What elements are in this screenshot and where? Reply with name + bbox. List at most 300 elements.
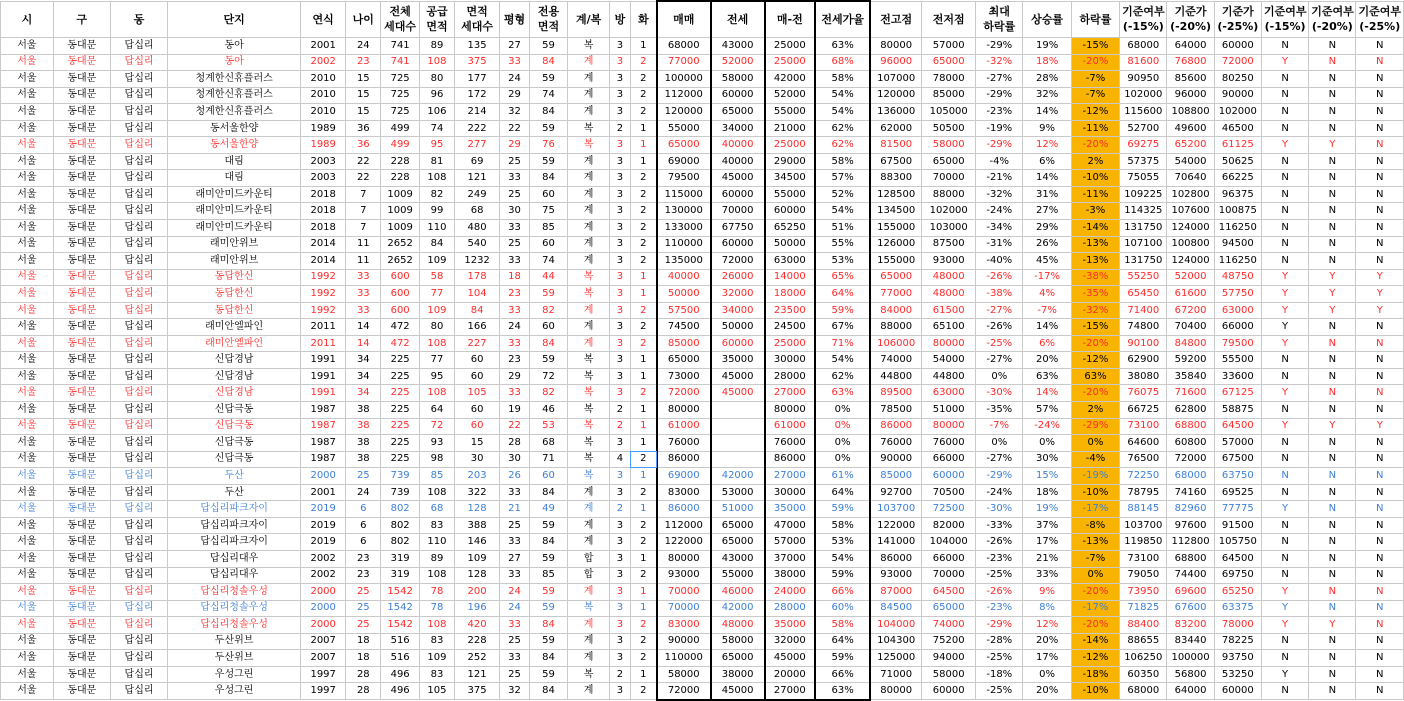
cell-area-households[interactable]: 128 xyxy=(455,567,500,584)
cell-prev-low[interactable]: 50500 xyxy=(922,120,976,137)
cell-exclusive-area[interactable]: 72 xyxy=(529,368,567,385)
cell-complex[interactable]: 동답한신 xyxy=(168,286,301,303)
cell-exclusive-area[interactable]: 85 xyxy=(529,220,567,237)
header-base-price-15[interactable] xyxy=(1120,1,1167,38)
cell-rise-rate[interactable]: 63% xyxy=(1023,368,1071,385)
cell-base-price-20[interactable]: 84800 xyxy=(1167,335,1214,352)
cell-meets-15[interactable]: Y xyxy=(1261,286,1308,303)
cell-pyeong[interactable]: 22 xyxy=(500,418,530,435)
cell-baths[interactable]: 2 xyxy=(630,71,656,88)
cell-dong[interactable]: 답십리 xyxy=(110,71,167,88)
table-row[interactable] xyxy=(1,137,1404,154)
cell-stair-corridor[interactable]: 계 xyxy=(568,617,610,634)
cell-built-year[interactable]: 2018 xyxy=(301,203,346,220)
cell-max-drop-rate[interactable]: -23% xyxy=(976,104,1023,121)
cell-prev-low[interactable]: 57000 xyxy=(922,38,976,55)
cell-stair-corridor[interactable]: 복 xyxy=(568,38,610,55)
cell-base-price-20[interactable]: 52000 xyxy=(1167,269,1214,286)
cell-jeonse-price[interactable]: 65000 xyxy=(711,534,765,551)
cell-meets-20[interactable]: N xyxy=(1309,368,1356,385)
cell-max-drop-rate[interactable]: -26% xyxy=(976,534,1023,551)
cell-base-price-25[interactable]: 102000 xyxy=(1214,104,1261,121)
cell-prev-high[interactable]: 120000 xyxy=(870,87,922,104)
cell-stair-corridor[interactable]: 복 xyxy=(568,286,610,303)
cell-rise-rate[interactable]: 9% xyxy=(1023,584,1071,601)
cell-stair-corridor[interactable]: 계 xyxy=(568,153,610,170)
cell-jeonse-ratio[interactable]: 63% xyxy=(815,385,870,402)
cell-prev-high[interactable]: 104300 xyxy=(870,633,922,650)
cell-dong[interactable]: 답십리 xyxy=(110,534,167,551)
cell-base-price-25[interactable]: 33600 xyxy=(1214,368,1261,385)
cell-total-households[interactable]: 225 xyxy=(381,352,419,369)
cell-jeonse-ratio[interactable]: 68% xyxy=(815,54,870,71)
cell-base-price-25[interactable]: 116250 xyxy=(1214,220,1261,237)
cell-meets-15[interactable]: N xyxy=(1261,153,1308,170)
cell-stair-corridor[interactable]: 계 xyxy=(568,683,610,700)
cell-baths[interactable]: 1 xyxy=(630,501,656,518)
cell-stair-corridor[interactable]: 계 xyxy=(568,170,610,187)
cell-area-households[interactable]: 177 xyxy=(455,71,500,88)
cell-sale-minus-jeonse[interactable]: 35000 xyxy=(765,501,816,518)
cell-rooms[interactable]: 2 xyxy=(610,120,631,137)
cell-gu[interactable]: 동대문 xyxy=(53,435,110,452)
cell-base-price-25[interactable]: 48750 xyxy=(1214,269,1261,286)
cell-prev-high[interactable]: 80000 xyxy=(870,38,922,55)
cell-meets-25[interactable]: N xyxy=(1356,54,1404,71)
cell-meets-25[interactable]: N xyxy=(1356,236,1404,253)
cell-gu[interactable]: 동대문 xyxy=(53,352,110,369)
cell-gu[interactable]: 동대문 xyxy=(53,54,110,71)
cell-meets-20[interactable]: Y xyxy=(1309,617,1356,634)
cell-rise-rate[interactable]: 14% xyxy=(1023,104,1071,121)
cell-drop-rate[interactable]: -17% xyxy=(1071,600,1119,617)
cell-sale-minus-jeonse[interactable]: 86000 xyxy=(765,451,816,468)
cell-exclusive-area[interactable]: 82 xyxy=(529,385,567,402)
cell-total-households[interactable]: 225 xyxy=(381,451,419,468)
cell-base-price-25[interactable]: 46500 xyxy=(1214,120,1261,137)
cell-gu[interactable]: 동대문 xyxy=(53,666,110,683)
cell-dong[interactable]: 답십리 xyxy=(110,633,167,650)
cell-base-price-20[interactable]: 67600 xyxy=(1167,600,1214,617)
cell-meets-15[interactable]: Y xyxy=(1261,335,1308,352)
cell-gu[interactable]: 동대문 xyxy=(53,104,110,121)
cell-supply-area[interactable]: 99 xyxy=(419,203,454,220)
cell-rooms[interactable]: 3 xyxy=(610,302,631,319)
cell-age[interactable]: 25 xyxy=(346,584,381,601)
cell-dong[interactable]: 답십리 xyxy=(110,220,167,237)
cell-dong[interactable]: 답십리 xyxy=(110,468,167,485)
cell-si[interactable]: 서울 xyxy=(1,385,54,402)
cell-rise-rate[interactable]: 4% xyxy=(1023,286,1071,303)
cell-sale-minus-jeonse[interactable]: 23500 xyxy=(765,302,816,319)
cell-base-price-25[interactable]: 69525 xyxy=(1214,484,1261,501)
cell-stair-corridor[interactable]: 계 xyxy=(568,584,610,601)
cell-rise-rate[interactable]: 18% xyxy=(1023,54,1071,71)
cell-si[interactable]: 서울 xyxy=(1,170,54,187)
cell-gu[interactable]: 동대문 xyxy=(53,385,110,402)
cell-rooms[interactable]: 3 xyxy=(610,335,631,352)
cell-complex[interactable]: 신답극동 xyxy=(168,435,301,452)
cell-complex[interactable]: 답십리대우 xyxy=(168,567,301,584)
cell-jeonse-price[interactable]: 43000 xyxy=(711,38,765,55)
cell-meets-15[interactable]: N xyxy=(1261,186,1308,203)
cell-meets-20[interactable]: N xyxy=(1309,517,1356,534)
cell-rooms[interactable]: 3 xyxy=(610,368,631,385)
cell-jeonse-price[interactable]: 38000 xyxy=(711,666,765,683)
cell-supply-area[interactable]: 77 xyxy=(419,286,454,303)
cell-supply-area[interactable]: 89 xyxy=(419,38,454,55)
cell-baths[interactable]: 1 xyxy=(630,435,656,452)
cell-built-year[interactable]: 2018 xyxy=(301,186,346,203)
cell-supply-area[interactable]: 93 xyxy=(419,435,454,452)
cell-rooms[interactable]: 3 xyxy=(610,484,631,501)
cell-dong[interactable]: 답십리 xyxy=(110,153,167,170)
header-total-households[interactable] xyxy=(381,1,419,38)
cell-prev-low[interactable]: 102000 xyxy=(922,203,976,220)
cell-exclusive-area[interactable]: 59 xyxy=(529,153,567,170)
header-jeonse-price[interactable] xyxy=(711,1,765,38)
cell-exclusive-area[interactable]: 59 xyxy=(529,286,567,303)
cell-baths[interactable]: 2 xyxy=(630,335,656,352)
table-row[interactable] xyxy=(1,170,1404,187)
cell-built-year[interactable]: 1991 xyxy=(301,368,346,385)
cell-rise-rate[interactable]: 33% xyxy=(1023,567,1071,584)
cell-meets-20[interactable]: N xyxy=(1309,666,1356,683)
cell-jeonse-price[interactable]: 65000 xyxy=(711,104,765,121)
cell-max-drop-rate[interactable]: -27% xyxy=(976,352,1023,369)
cell-rooms[interactable]: 3 xyxy=(610,468,631,485)
cell-meets-20[interactable]: N xyxy=(1309,220,1356,237)
cell-prev-high[interactable]: 81500 xyxy=(870,137,922,154)
cell-meets-15[interactable]: Y xyxy=(1261,269,1308,286)
cell-stair-corridor[interactable]: 복 xyxy=(568,468,610,485)
cell-base-price-15[interactable]: 73950 xyxy=(1120,584,1167,601)
cell-gu[interactable]: 동대문 xyxy=(53,501,110,518)
cell-area-households[interactable]: 146 xyxy=(455,534,500,551)
cell-prev-low[interactable]: 44800 xyxy=(922,368,976,385)
cell-jeonse-ratio[interactable]: 57% xyxy=(815,170,870,187)
cell-max-drop-rate[interactable]: -25% xyxy=(976,683,1023,700)
cell-base-price-15[interactable]: 68000 xyxy=(1120,38,1167,55)
header-drop-rate[interactable] xyxy=(1071,1,1119,38)
cell-total-households[interactable]: 499 xyxy=(381,120,419,137)
cell-built-year[interactable]: 2010 xyxy=(301,104,346,121)
cell-jeonse-price[interactable]: 60000 xyxy=(711,236,765,253)
cell-meets-20[interactable]: N xyxy=(1309,501,1356,518)
cell-prev-high[interactable]: 126000 xyxy=(870,236,922,253)
cell-rooms[interactable]: 3 xyxy=(610,617,631,634)
header-exclusive-area[interactable] xyxy=(529,1,567,38)
cell-max-drop-rate[interactable]: -27% xyxy=(976,71,1023,88)
cell-stair-corridor[interactable]: 복 xyxy=(568,435,610,452)
cell-age[interactable]: 15 xyxy=(346,87,381,104)
cell-drop-rate[interactable]: -13% xyxy=(1071,534,1119,551)
cell-base-price-15[interactable]: 65450 xyxy=(1120,286,1167,303)
cell-jeonse-price[interactable]: 40000 xyxy=(711,137,765,154)
cell-sale-minus-jeonse[interactable]: 34500 xyxy=(765,170,816,187)
cell-complex[interactable]: 답십리청솔우성 xyxy=(168,617,301,634)
cell-gu[interactable]: 동대문 xyxy=(53,302,110,319)
cell-drop-rate[interactable]: -18% xyxy=(1071,666,1119,683)
cell-meets-20[interactable]: N xyxy=(1309,71,1356,88)
cell-base-price-20[interactable]: 64000 xyxy=(1167,683,1214,700)
cell-dong[interactable]: 답십리 xyxy=(110,683,167,700)
cell-meets-25[interactable]: N xyxy=(1356,517,1404,534)
cell-max-drop-rate[interactable]: -34% xyxy=(976,220,1023,237)
cell-base-price-20[interactable]: 60800 xyxy=(1167,435,1214,452)
cell-exclusive-area[interactable]: 59 xyxy=(529,71,567,88)
cell-sale-minus-jeonse[interactable]: 45000 xyxy=(765,650,816,667)
header-built-year[interactable] xyxy=(301,1,346,38)
cell-exclusive-area[interactable]: 84 xyxy=(529,650,567,667)
cell-gu[interactable]: 동대문 xyxy=(53,484,110,501)
cell-age[interactable]: 33 xyxy=(346,286,381,303)
cell-rooms[interactable]: 3 xyxy=(610,104,631,121)
cell-sale-minus-jeonse[interactable]: 50000 xyxy=(765,236,816,253)
cell-meets-20[interactable]: N xyxy=(1309,335,1356,352)
cell-dong[interactable]: 답십리 xyxy=(110,203,167,220)
cell-base-price-20[interactable]: 107600 xyxy=(1167,203,1214,220)
cell-supply-area[interactable]: 109 xyxy=(419,650,454,667)
cell-dong[interactable]: 답십리 xyxy=(110,584,167,601)
cell-total-households[interactable]: 739 xyxy=(381,468,419,485)
cell-area-households[interactable]: 30 xyxy=(455,451,500,468)
cell-supply-area[interactable]: 84 xyxy=(419,236,454,253)
cell-meets-15[interactable]: N xyxy=(1261,368,1308,385)
cell-base-price-25[interactable]: 64500 xyxy=(1214,550,1261,567)
cell-sale-price[interactable]: 110000 xyxy=(657,650,711,667)
cell-base-price-20[interactable]: 68000 xyxy=(1167,468,1214,485)
cell-base-price-25[interactable]: 77775 xyxy=(1214,501,1261,518)
cell-gu[interactable]: 동대문 xyxy=(53,87,110,104)
cell-meets-15[interactable]: N xyxy=(1261,468,1308,485)
cell-base-price-15[interactable]: 73100 xyxy=(1120,418,1167,435)
cell-meets-20[interactable]: N xyxy=(1309,104,1356,121)
cell-jeonse-price[interactable]: 53000 xyxy=(711,484,765,501)
cell-built-year[interactable]: 2001 xyxy=(301,484,346,501)
cell-max-drop-rate[interactable]: -31% xyxy=(976,236,1023,253)
cell-rooms[interactable]: 3 xyxy=(610,137,631,154)
cell-pyeong[interactable]: 25 xyxy=(500,153,530,170)
cell-si[interactable]: 서울 xyxy=(1,253,54,270)
cell-gu[interactable]: 동대문 xyxy=(53,335,110,352)
cell-jeonse-ratio[interactable]: 60% xyxy=(815,600,870,617)
cell-stair-corridor[interactable]: 계 xyxy=(568,534,610,551)
cell-meets-25[interactable]: N xyxy=(1356,104,1404,121)
cell-dong[interactable]: 답십리 xyxy=(110,650,167,667)
cell-jeonse-price[interactable]: 45000 xyxy=(711,368,765,385)
cell-meets-20[interactable]: N xyxy=(1309,87,1356,104)
cell-max-drop-rate[interactable]: -25% xyxy=(976,650,1023,667)
cell-rise-rate[interactable]: 21% xyxy=(1023,550,1071,567)
cell-stair-corridor[interactable]: 합 xyxy=(568,567,610,584)
cell-rise-rate[interactable]: 19% xyxy=(1023,501,1071,518)
cell-area-households[interactable]: 121 xyxy=(455,666,500,683)
cell-sale-minus-jeonse[interactable]: 57000 xyxy=(765,534,816,551)
cell-area-households[interactable]: 203 xyxy=(455,468,500,485)
cell-rise-rate[interactable]: 45% xyxy=(1023,253,1071,270)
cell-sale-price[interactable]: 58000 xyxy=(657,666,711,683)
cell-baths[interactable]: 1 xyxy=(630,584,656,601)
cell-jeonse-price[interactable]: 55000 xyxy=(711,567,765,584)
header-meets-25[interactable] xyxy=(1356,1,1404,38)
cell-gu[interactable]: 동대문 xyxy=(53,153,110,170)
cell-exclusive-area[interactable]: 85 xyxy=(529,567,567,584)
table-row[interactable] xyxy=(1,683,1404,700)
cell-max-drop-rate[interactable]: 0% xyxy=(976,435,1023,452)
cell-area-households[interactable]: 69 xyxy=(455,153,500,170)
cell-baths[interactable]: 2 xyxy=(630,650,656,667)
cell-max-drop-rate[interactable]: -25% xyxy=(976,567,1023,584)
cell-complex[interactable]: 청계한신휴플러스 xyxy=(168,87,301,104)
cell-age[interactable]: 11 xyxy=(346,236,381,253)
cell-built-year[interactable]: 1991 xyxy=(301,352,346,369)
cell-total-households[interactable]: 228 xyxy=(381,153,419,170)
cell-gu[interactable]: 동대문 xyxy=(53,368,110,385)
cell-total-households[interactable]: 741 xyxy=(381,38,419,55)
cell-dong[interactable]: 답십리 xyxy=(110,54,167,71)
cell-meets-15[interactable]: Y xyxy=(1261,501,1308,518)
cell-rise-rate[interactable]: -24% xyxy=(1023,418,1071,435)
cell-sale-price[interactable]: 80000 xyxy=(657,550,711,567)
cell-sale-price[interactable]: 112000 xyxy=(657,517,711,534)
cell-jeonse-price[interactable]: 26000 xyxy=(711,269,765,286)
cell-meets-15[interactable]: N xyxy=(1261,567,1308,584)
cell-complex[interactable]: 동아 xyxy=(168,38,301,55)
cell-gu[interactable]: 동대문 xyxy=(53,71,110,88)
cell-baths[interactable]: 2 xyxy=(630,617,656,634)
cell-max-drop-rate[interactable]: -38% xyxy=(976,286,1023,303)
cell-rooms[interactable]: 3 xyxy=(610,385,631,402)
cell-sale-minus-jeonse[interactable]: 21000 xyxy=(765,120,816,137)
table-row[interactable] xyxy=(1,286,1404,303)
cell-jeonse-price[interactable]: 60000 xyxy=(711,87,765,104)
cell-pyeong[interactable]: 27 xyxy=(500,38,530,55)
cell-area-households[interactable]: 60 xyxy=(455,368,500,385)
cell-age[interactable]: 23 xyxy=(346,54,381,71)
cell-dong[interactable]: 답십리 xyxy=(110,600,167,617)
cell-supply-area[interactable]: 95 xyxy=(419,368,454,385)
cell-meets-20[interactable]: N xyxy=(1309,584,1356,601)
cell-area-households[interactable]: 228 xyxy=(455,633,500,650)
cell-built-year[interactable]: 1987 xyxy=(301,435,346,452)
cell-stair-corridor[interactable]: 계 xyxy=(568,253,610,270)
cell-gu[interactable]: 동대문 xyxy=(53,534,110,551)
cell-jeonse-price[interactable]: 48000 xyxy=(711,617,765,634)
cell-baths[interactable]: 2 xyxy=(630,484,656,501)
cell-meets-15[interactable]: Y xyxy=(1261,385,1308,402)
cell-prev-high[interactable]: 155000 xyxy=(870,220,922,237)
cell-meets-25[interactable]: N xyxy=(1356,170,1404,187)
table-row[interactable] xyxy=(1,253,1404,270)
cell-sale-minus-jeonse[interactable]: 80000 xyxy=(765,402,816,419)
cell-base-price-15[interactable]: 71825 xyxy=(1120,600,1167,617)
cell-drop-rate[interactable]: -20% xyxy=(1071,617,1119,634)
cell-total-households[interactable]: 739 xyxy=(381,484,419,501)
cell-complex[interactable]: 래미안미드카운티 xyxy=(168,203,301,220)
cell-age[interactable]: 34 xyxy=(346,385,381,402)
cell-prev-high[interactable]: 89500 xyxy=(870,385,922,402)
cell-built-year[interactable]: 2000 xyxy=(301,600,346,617)
cell-drop-rate[interactable]: -14% xyxy=(1071,633,1119,650)
cell-area-households[interactable]: 214 xyxy=(455,104,500,121)
cell-jeonse-price[interactable] xyxy=(711,418,765,435)
cell-exclusive-area[interactable]: 74 xyxy=(529,87,567,104)
cell-rooms[interactable]: 3 xyxy=(610,153,631,170)
cell-prev-high[interactable]: 90000 xyxy=(870,451,922,468)
cell-sale-minus-jeonse[interactable]: 25000 xyxy=(765,137,816,154)
cell-jeonse-price[interactable]: 50000 xyxy=(711,319,765,336)
cell-jeonse-ratio[interactable]: 53% xyxy=(815,253,870,270)
cell-si[interactable]: 서울 xyxy=(1,584,54,601)
cell-jeonse-ratio[interactable]: 58% xyxy=(815,71,870,88)
cell-base-price-15[interactable]: 88400 xyxy=(1120,617,1167,634)
cell-meets-25[interactable]: N xyxy=(1356,402,1404,419)
cell-drop-rate[interactable]: -13% xyxy=(1071,236,1119,253)
cell-rise-rate[interactable]: 14% xyxy=(1023,385,1071,402)
cell-max-drop-rate[interactable]: -24% xyxy=(976,484,1023,501)
cell-complex[interactable]: 청계한신휴플러스 xyxy=(168,104,301,121)
cell-prev-high[interactable]: 65000 xyxy=(870,269,922,286)
cell-exclusive-area[interactable]: 59 xyxy=(529,550,567,567)
cell-gu[interactable]: 동대문 xyxy=(53,550,110,567)
cell-base-price-15[interactable]: 75055 xyxy=(1120,170,1167,187)
cell-dong[interactable]: 답십리 xyxy=(110,286,167,303)
cell-base-price-25[interactable]: 105750 xyxy=(1214,534,1261,551)
cell-rooms[interactable]: 2 xyxy=(610,402,631,419)
cell-meets-20[interactable]: N xyxy=(1309,203,1356,220)
cell-supply-area[interactable]: 81 xyxy=(419,153,454,170)
cell-meets-20[interactable]: N xyxy=(1309,484,1356,501)
cell-base-price-15[interactable]: 103700 xyxy=(1120,517,1167,534)
cell-drop-rate[interactable]: -15% xyxy=(1071,319,1119,336)
cell-drop-rate[interactable]: 2% xyxy=(1071,153,1119,170)
cell-gu[interactable]: 동대문 xyxy=(53,584,110,601)
cell-supply-area[interactable]: 108 xyxy=(419,170,454,187)
cell-base-price-20[interactable]: 124000 xyxy=(1167,220,1214,237)
cell-rooms[interactable]: 3 xyxy=(610,683,631,700)
cell-prev-low[interactable]: 74000 xyxy=(922,617,976,634)
cell-prev-low[interactable]: 103000 xyxy=(922,220,976,237)
cell-base-price-20[interactable]: 112800 xyxy=(1167,534,1214,551)
cell-si[interactable]: 서울 xyxy=(1,71,54,88)
cell-jeonse-ratio[interactable]: 0% xyxy=(815,435,870,452)
cell-stair-corridor[interactable]: 복 xyxy=(568,451,610,468)
cell-meets-15[interactable]: N xyxy=(1261,683,1308,700)
cell-supply-area[interactable]: 83 xyxy=(419,666,454,683)
cell-meets-25[interactable]: N xyxy=(1356,186,1404,203)
cell-sale-price[interactable]: 72000 xyxy=(657,683,711,700)
cell-stair-corridor[interactable]: 계 xyxy=(568,302,610,319)
cell-sale-price[interactable]: 83000 xyxy=(657,484,711,501)
cell-prev-low[interactable]: 82000 xyxy=(922,517,976,534)
cell-jeonse-ratio[interactable]: 54% xyxy=(815,104,870,121)
cell-sale-price[interactable]: 133000 xyxy=(657,220,711,237)
cell-prev-low[interactable]: 70000 xyxy=(922,170,976,187)
cell-exclusive-area[interactable]: 59 xyxy=(529,600,567,617)
table-row[interactable] xyxy=(1,534,1404,551)
cell-max-drop-rate[interactable]: -23% xyxy=(976,550,1023,567)
cell-base-price-25[interactable]: 72000 xyxy=(1214,54,1261,71)
cell-sale-price[interactable]: 80000 xyxy=(657,402,711,419)
cell-total-households[interactable]: 225 xyxy=(381,435,419,452)
cell-base-price-25[interactable]: 57000 xyxy=(1214,435,1261,452)
cell-supply-area[interactable]: 77 xyxy=(419,352,454,369)
cell-gu[interactable]: 동대문 xyxy=(53,650,110,667)
cell-meets-25[interactable]: N xyxy=(1356,617,1404,634)
table-row[interactable] xyxy=(1,120,1404,137)
cell-base-price-15[interactable]: 79050 xyxy=(1120,567,1167,584)
